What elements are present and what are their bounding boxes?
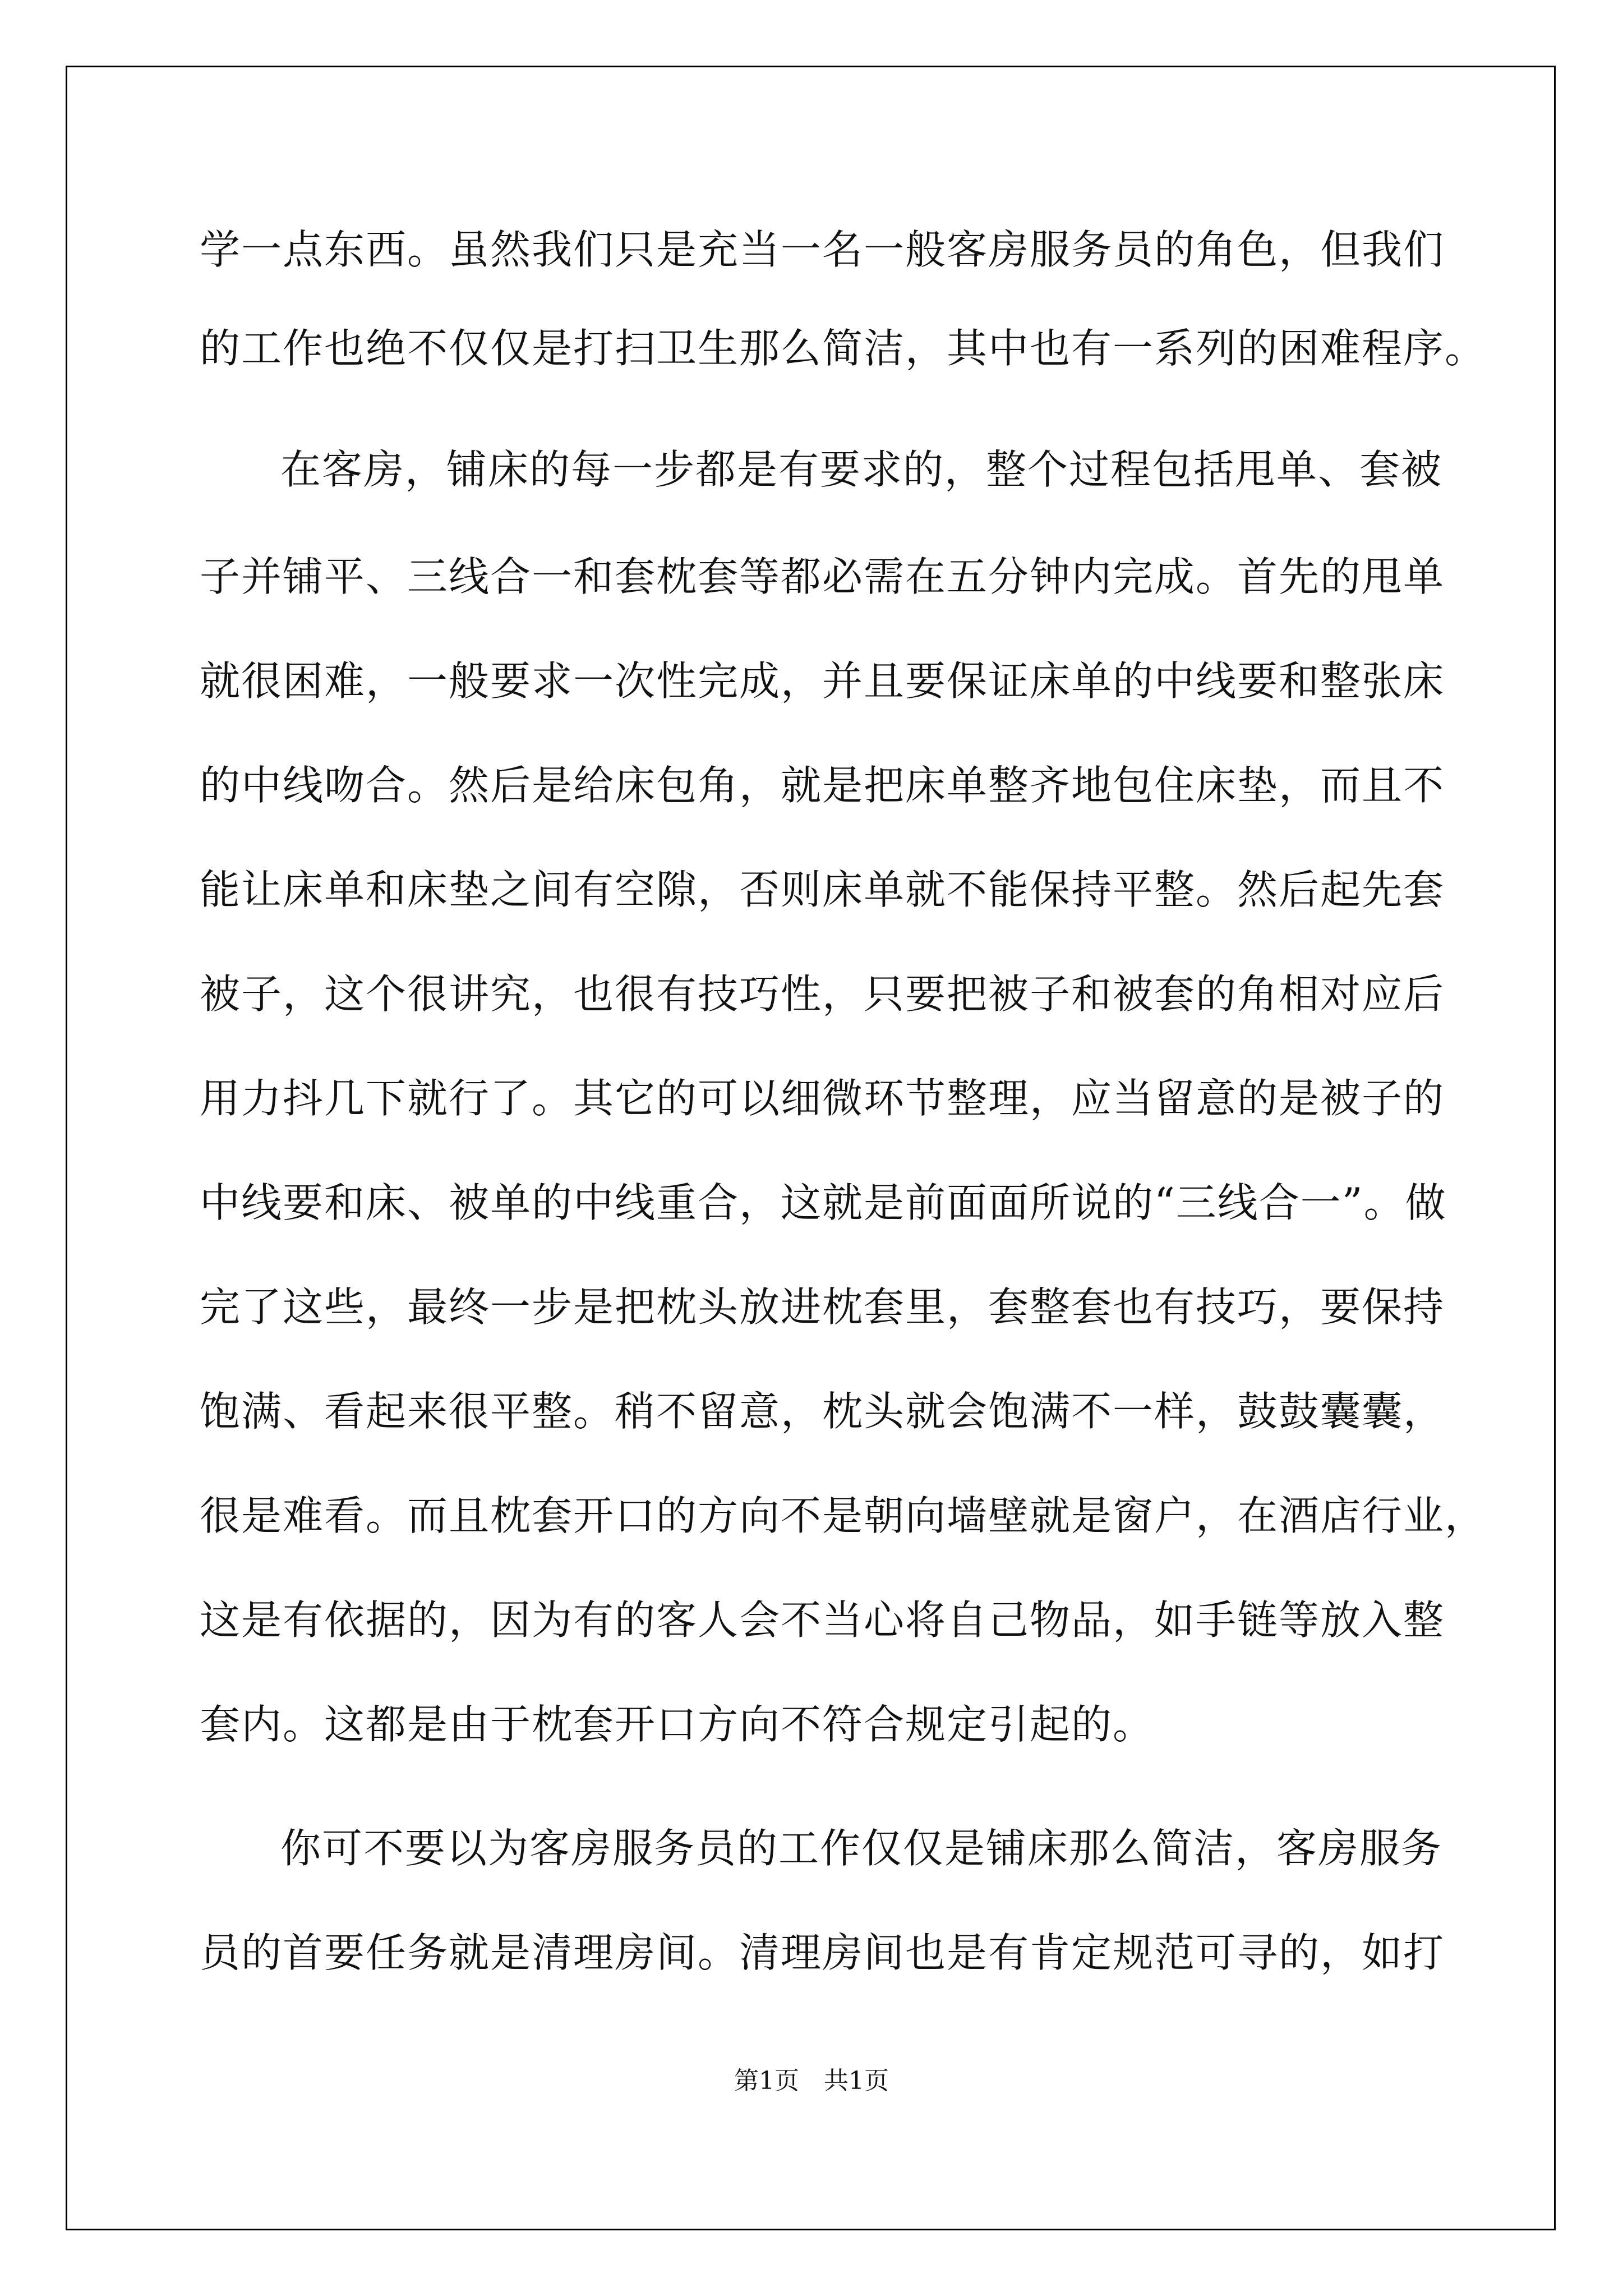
text-line: 套内。这都是由于枕套开口方向不符合规定引起的。: [200, 1701, 1155, 1748]
text-line: 完了这些，最终一步是把枕头放进枕套里，套整套也有技巧，要保持: [200, 1283, 1445, 1331]
text-line: 很是难看。而且枕套开口的方向不是朝向墙壁就是窗户，在酒店行业，: [200, 1492, 1487, 1539]
text-line: 在客房，铺床的每一步都是有要求的，整个过程包括甩单、套被: [280, 446, 1443, 493]
text-line: 你可不要以为客房服务员的工作仅仅是铺床那么简洁，客房服务: [280, 1825, 1443, 1872]
text-line: 用力抖几下就行了。其它的可以细微环节整理，应当留意的是被子的: [200, 1075, 1445, 1122]
page-footer: [0, 2064, 1623, 2098]
text-line: 被子，这个很讲究，也很有技巧性，只要把被子和被套的角相对应后: [200, 970, 1445, 1018]
text-line: 中线要和床、被单的中线重合，这就是前面面所说的“三线合一”。做: [200, 1179, 1447, 1226]
text-line: 的工作也绝不仅仅是打扫卫生那么简洁，其中也有一系列的困难程序。: [200, 325, 1487, 372]
text-line: 能让床单和床垫之间有空隙，否则床单就不能保持平整。然后起先套: [200, 866, 1445, 913]
text-line: 员的首要任务就是清理房间。清理房间也是有肯定规范可寻的，如打: [200, 1929, 1445, 1976]
page-number: 第1页: [734, 2067, 799, 2095]
text-line: 的中线吻合。然后是给床包角，就是把床单整齐地包住床垫，而且不: [200, 762, 1445, 809]
text-line: 饱满、看起来很平整。稍不留意，枕头就会饱满不一样，鼓鼓囊囊，: [200, 1388, 1445, 1435]
text-line: 就很困难，一般要求一次性完成，并且要保证床单的中线要和整张床: [200, 657, 1445, 705]
text-line: 子并铺平、三线合一和套枕套等都必需在五分钟内完成。首先的甩单: [200, 553, 1445, 600]
page-total: 共1页: [824, 2067, 889, 2095]
page-border: [66, 66, 1556, 2230]
text-line: 这是有依据的，因为有的客人会不当心将自己物品，如手链等放入整: [200, 1596, 1445, 1644]
text-line: 学一点东西。虽然我们只是充当一名一般客房服务员的角色，但我们: [200, 226, 1445, 273]
